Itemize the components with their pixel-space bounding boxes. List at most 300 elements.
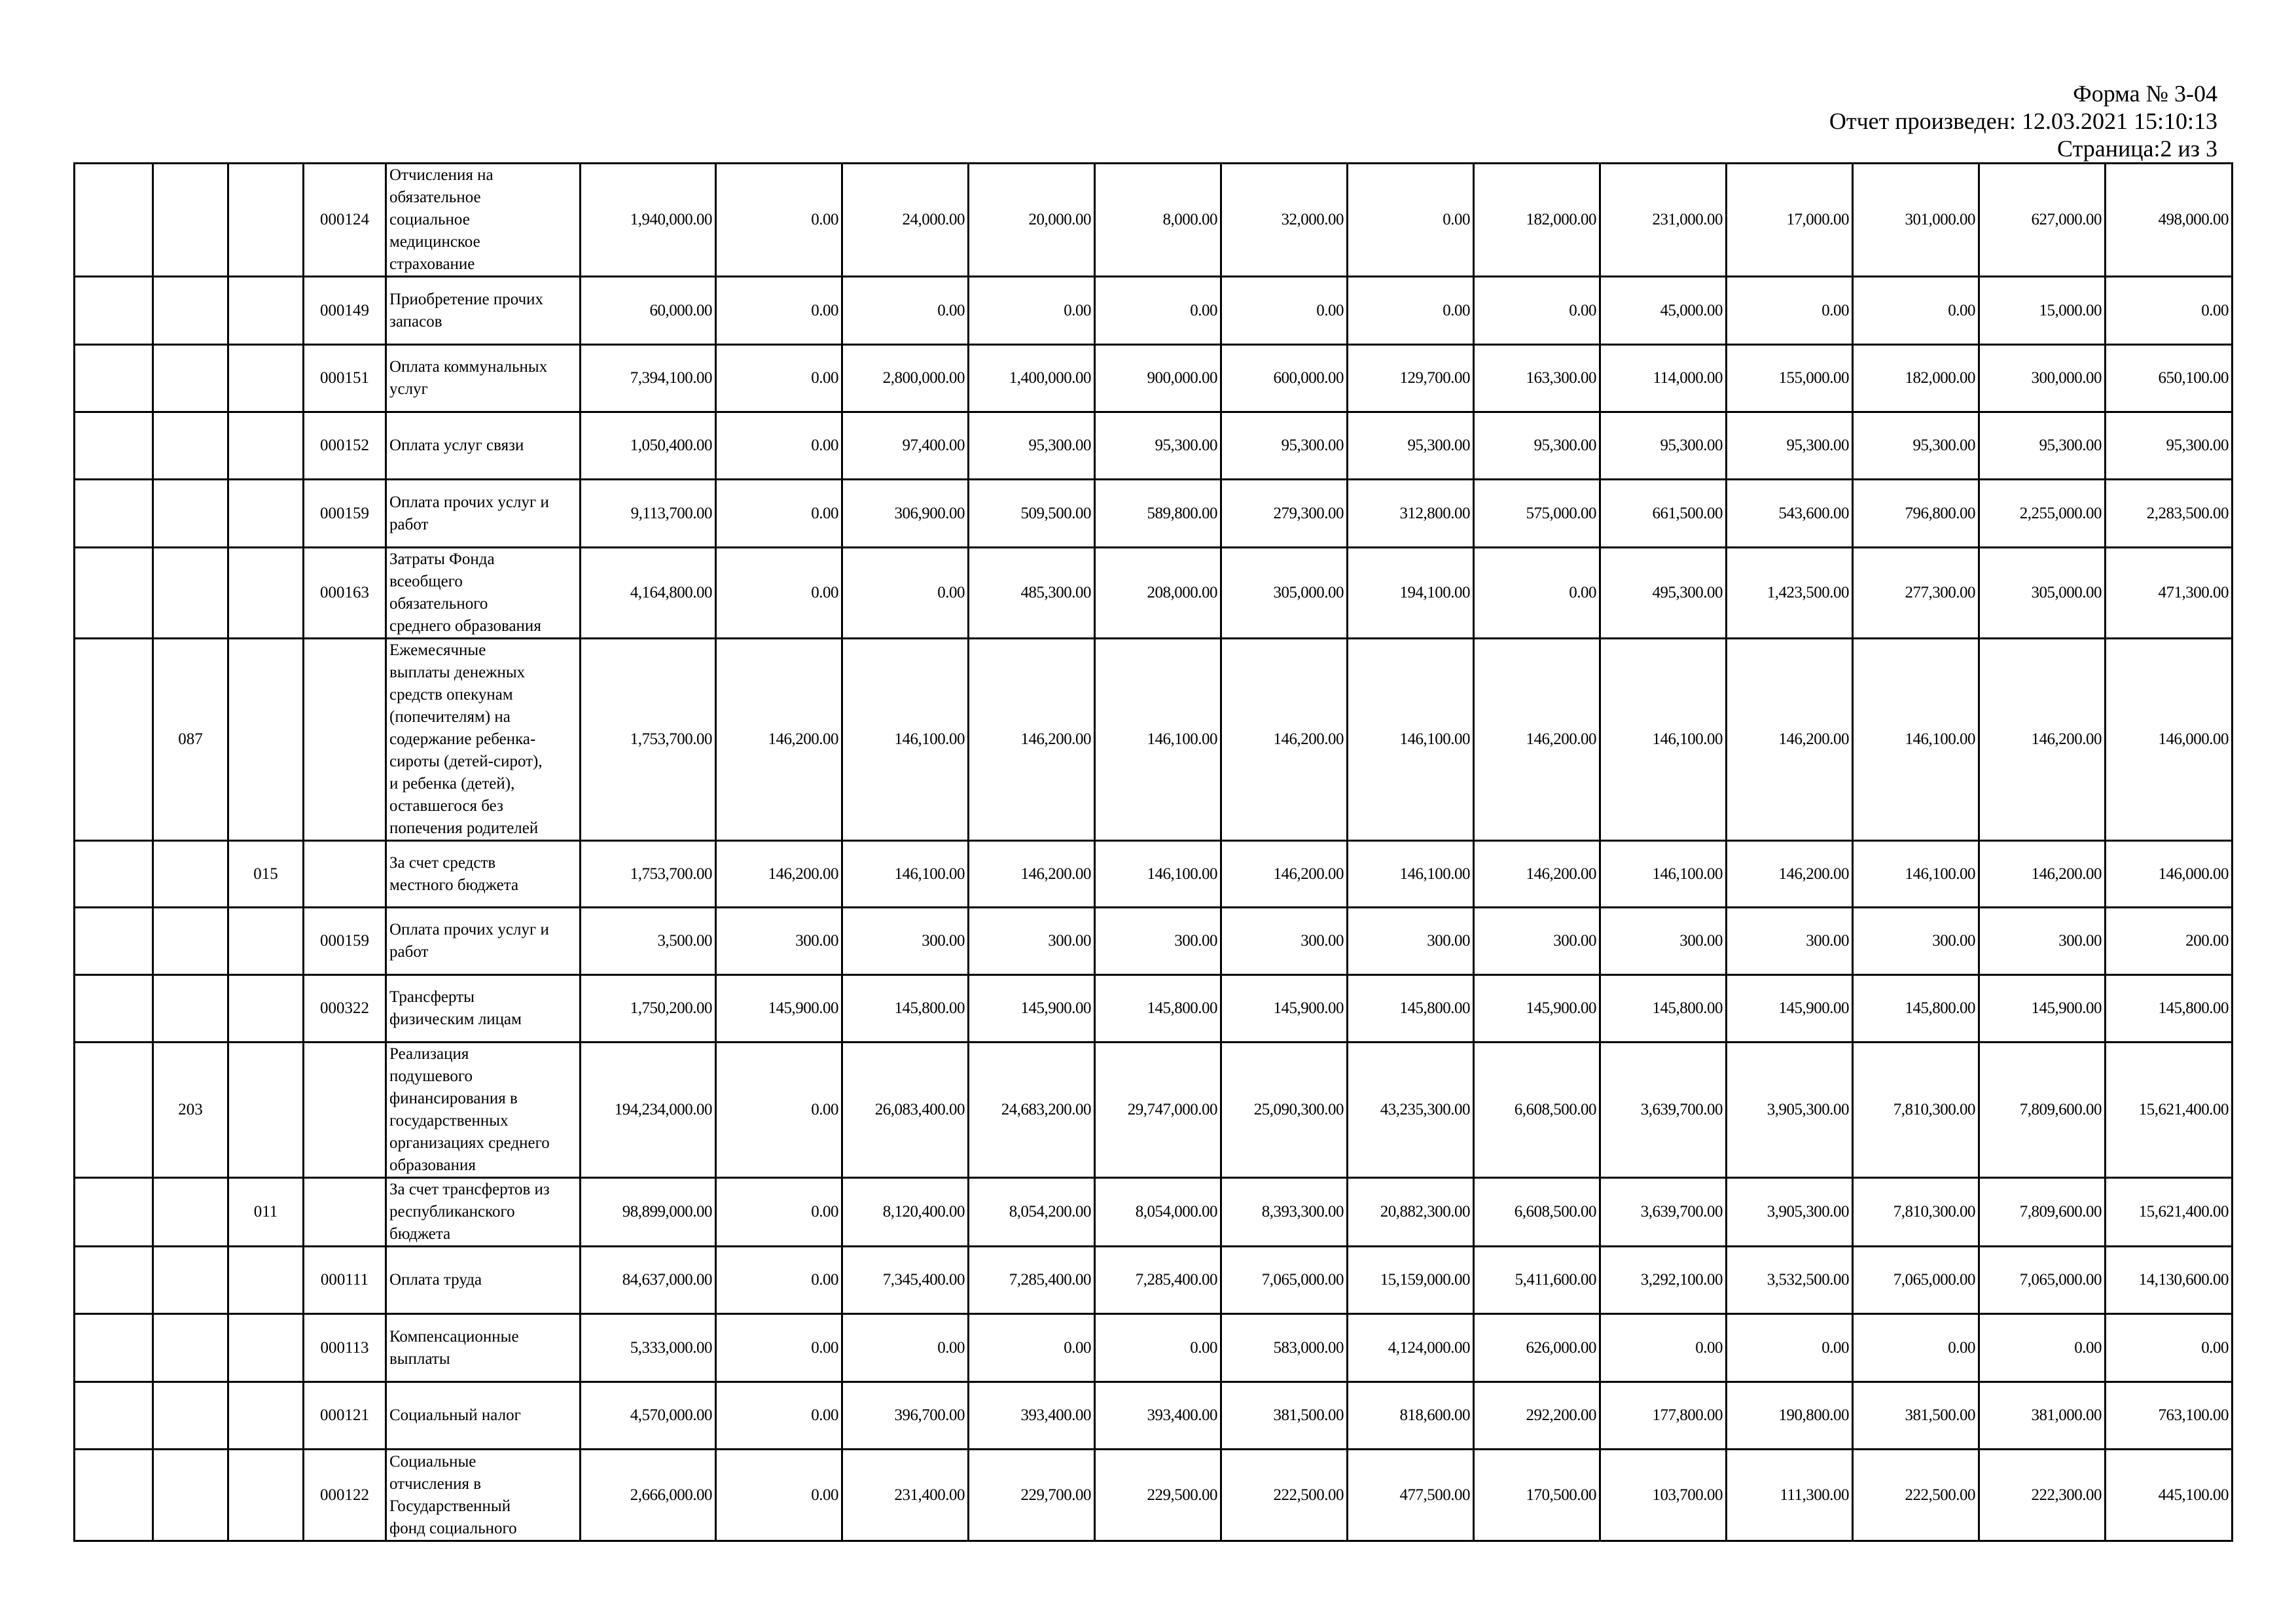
specifics-code-cell: 000149	[304, 277, 386, 345]
month-value-cell: 0.00	[1221, 277, 1348, 345]
month-value-cell: 0.00	[1348, 277, 1474, 345]
item-name-cell: Компенсационные выплаты	[386, 1314, 581, 1382]
specifics-code-cell	[304, 841, 386, 908]
annual-total-cell: 84,637,000.00	[581, 1247, 716, 1314]
month-value-cell: 0.00	[716, 412, 842, 480]
month-value-cell: 145,800.00	[1348, 975, 1474, 1043]
month-value-cell: 146,100.00	[1600, 841, 1727, 908]
month-value-cell: 170,500.00	[1474, 1450, 1600, 1541]
item-name-cell: Трансферты физическим лицам	[386, 975, 581, 1043]
subprogram-code-cell	[228, 975, 304, 1043]
month-value-cell: 7,065,000.00	[1853, 1247, 1979, 1314]
program-code-cell	[153, 412, 228, 480]
specifics-code-cell: 000121	[304, 1382, 386, 1450]
month-value-cell: 146,100.00	[1095, 841, 1221, 908]
annual-total-cell: 1,050,400.00	[581, 412, 716, 480]
month-value-cell: 471,300.00	[2106, 548, 2233, 639]
month-value-cell: 600,000.00	[1221, 345, 1348, 412]
budget-report-table	[73, 162, 2233, 1542]
month-value-cell: 190,800.00	[1727, 1382, 1853, 1450]
item-name-cell: Оплата прочих услуг и работ	[386, 480, 581, 548]
month-value-cell: 182,000.00	[1853, 345, 1979, 412]
month-value-cell: 0.00	[1727, 277, 1853, 345]
month-value-cell: 7,285,400.00	[1095, 1247, 1221, 1314]
month-value-cell: 29,747,000.00	[1095, 1043, 1221, 1178]
month-value-cell: 0.00	[842, 548, 969, 639]
month-value-cell: 4,124,000.00	[1348, 1314, 1474, 1382]
code-level1-cell	[75, 1247, 153, 1314]
month-value-cell: 300.00	[1221, 908, 1348, 975]
annual-total-cell: 98,899,000.00	[581, 1178, 716, 1247]
item-name-cell: Оплата коммунальных услуг	[386, 345, 581, 412]
specifics-code-cell: 000111	[304, 1247, 386, 1314]
month-value-cell: 0.00	[1474, 548, 1600, 639]
month-value-cell: 95,300.00	[1979, 412, 2106, 480]
month-value-cell: 231,000.00	[1600, 164, 1727, 277]
month-value-cell: 312,800.00	[1348, 480, 1474, 548]
program-code-cell	[153, 975, 228, 1043]
report-generated-timestamp: Отчет произведен: 12.03.2021 15:10:13	[1829, 108, 2217, 134]
month-value-cell: 0.00	[842, 1314, 969, 1382]
month-value-cell: 393,400.00	[1095, 1382, 1221, 1450]
month-value-cell: 163,300.00	[1474, 345, 1600, 412]
month-value-cell: 3,639,700.00	[1600, 1043, 1727, 1178]
month-value-cell: 146,100.00	[842, 639, 969, 841]
code-level1-cell	[75, 841, 153, 908]
month-value-cell: 301,000.00	[1853, 164, 1979, 277]
month-value-cell: 0.00	[716, 1382, 842, 1450]
month-value-cell: 95,300.00	[1853, 412, 1979, 480]
subprogram-code-cell	[228, 1314, 304, 1382]
item-name-cell: За счет средств местного бюджета	[386, 841, 581, 908]
month-value-cell: 231,400.00	[842, 1450, 969, 1541]
month-value-cell: 2,283,500.00	[2106, 480, 2233, 548]
month-value-cell: 7,065,000.00	[1979, 1247, 2106, 1314]
month-value-cell: 146,100.00	[1853, 841, 1979, 908]
specifics-code-cell: 000152	[304, 412, 386, 480]
subprogram-code-cell	[228, 908, 304, 975]
month-value-cell: 45,000.00	[1600, 277, 1727, 345]
month-value-cell: 145,900.00	[1727, 975, 1853, 1043]
month-value-cell: 146,100.00	[1348, 639, 1474, 841]
month-value-cell: 208,000.00	[1095, 548, 1221, 639]
month-value-cell: 32,000.00	[1221, 164, 1348, 277]
month-value-cell: 477,500.00	[1348, 1450, 1474, 1541]
program-code-cell	[153, 1178, 228, 1247]
month-value-cell: 129,700.00	[1348, 345, 1474, 412]
code-level1-cell	[75, 345, 153, 412]
month-value-cell: 627,000.00	[1979, 164, 2106, 277]
subprogram-code-cell	[228, 412, 304, 480]
month-value-cell: 0.00	[1600, 1314, 1727, 1382]
month-value-cell: 15,159,000.00	[1348, 1247, 1474, 1314]
month-value-cell: 0.00	[2106, 1314, 2233, 1382]
item-name-cell: Затраты Фонда всеобщего обязательного среднего образования	[386, 548, 581, 639]
month-value-cell: 3,905,300.00	[1727, 1178, 1853, 1247]
month-value-cell: 95,300.00	[1600, 412, 1727, 480]
month-value-cell: 0.00	[1095, 277, 1221, 345]
subprogram-code-cell	[228, 345, 304, 412]
month-value-cell: 155,000.00	[1727, 345, 1853, 412]
month-value-cell: 381,000.00	[1979, 1382, 2106, 1450]
month-value-cell: 0.00	[716, 277, 842, 345]
table-body	[75, 164, 2233, 1541]
month-value-cell: 818,600.00	[1348, 1382, 1474, 1450]
code-level1-cell	[75, 975, 153, 1043]
month-value-cell: 661,500.00	[1600, 480, 1727, 548]
table-row	[75, 412, 2233, 480]
month-value-cell: 24,683,200.00	[969, 1043, 1095, 1178]
month-value-cell: 300.00	[969, 908, 1095, 975]
program-code-cell	[153, 164, 228, 277]
month-value-cell: 5,411,600.00	[1474, 1247, 1600, 1314]
month-value-cell: 15,621,400.00	[2106, 1178, 2233, 1247]
program-code-cell	[153, 1314, 228, 1382]
month-value-cell: 145,900.00	[1979, 975, 2106, 1043]
table-row	[75, 1450, 2233, 1541]
month-value-cell: 145,900.00	[1221, 975, 1348, 1043]
month-value-cell: 0.00	[1853, 1314, 1979, 1382]
month-value-cell: 146,200.00	[1221, 639, 1348, 841]
month-value-cell: 111,300.00	[1727, 1450, 1853, 1541]
specifics-code-cell: 000159	[304, 908, 386, 975]
month-value-cell: 97,400.00	[842, 412, 969, 480]
month-value-cell: 222,300.00	[1979, 1450, 2106, 1541]
month-value-cell: 146,200.00	[1727, 639, 1853, 841]
month-value-cell: 300.00	[1348, 908, 1474, 975]
month-value-cell: 0.00	[716, 480, 842, 548]
item-name-cell: Оплата прочих услуг и работ	[386, 908, 581, 975]
month-value-cell: 8,120,400.00	[842, 1178, 969, 1247]
table-row	[75, 480, 2233, 548]
table-row	[75, 164, 2233, 277]
month-value-cell: 300.00	[1095, 908, 1221, 975]
month-value-cell: 796,800.00	[1853, 480, 1979, 548]
subprogram-code-cell	[228, 1450, 304, 1541]
month-value-cell: 279,300.00	[1221, 480, 1348, 548]
month-value-cell: 24,000.00	[842, 164, 969, 277]
month-value-cell: 498,000.00	[2106, 164, 2233, 277]
program-code-cell	[153, 345, 228, 412]
month-value-cell: 95,300.00	[1727, 412, 1853, 480]
specifics-code-cell	[304, 1178, 386, 1247]
annual-total-cell: 9,113,700.00	[581, 480, 716, 548]
specifics-code-cell: 000122	[304, 1450, 386, 1541]
month-value-cell: 0.00	[1727, 1314, 1853, 1382]
subprogram-code-cell	[228, 548, 304, 639]
month-value-cell: 8,054,000.00	[1095, 1178, 1221, 1247]
program-code-cell	[153, 277, 228, 345]
table-row	[75, 908, 2233, 975]
month-value-cell: 114,000.00	[1600, 345, 1727, 412]
code-level1-cell	[75, 1043, 153, 1178]
month-value-cell: 146,100.00	[1853, 639, 1979, 841]
table-row	[75, 841, 2233, 908]
month-value-cell: 0.00	[716, 1178, 842, 1247]
month-value-cell: 95,300.00	[1095, 412, 1221, 480]
month-value-cell: 3,292,100.00	[1600, 1247, 1727, 1314]
month-value-cell: 763,100.00	[2106, 1382, 2233, 1450]
month-value-cell: 3,905,300.00	[1727, 1043, 1853, 1178]
month-value-cell: 300.00	[1727, 908, 1853, 975]
annual-total-cell: 4,164,800.00	[581, 548, 716, 639]
month-value-cell: 381,500.00	[1221, 1382, 1348, 1450]
month-value-cell: 222,500.00	[1221, 1450, 1348, 1541]
month-value-cell: 146,200.00	[716, 639, 842, 841]
month-value-cell: 7,809,600.00	[1979, 1178, 2106, 1247]
annual-total-cell: 3,500.00	[581, 908, 716, 975]
table-row	[75, 1314, 2233, 1382]
month-value-cell: 0.00	[2106, 277, 2233, 345]
code-level1-cell	[75, 639, 153, 841]
month-value-cell: 15,621,400.00	[2106, 1043, 2233, 1178]
month-value-cell: 146,200.00	[969, 639, 1095, 841]
month-value-cell: 95,300.00	[1474, 412, 1600, 480]
table-row	[75, 975, 2233, 1043]
month-value-cell: 0.00	[716, 1247, 842, 1314]
month-value-cell: 145,900.00	[969, 975, 1095, 1043]
month-value-cell: 300,000.00	[1979, 345, 2106, 412]
table-row	[75, 277, 2233, 345]
table-row	[75, 1382, 2233, 1450]
table-row	[75, 1247, 2233, 1314]
annual-total-cell: 194,234,000.00	[581, 1043, 716, 1178]
month-value-cell: 8,393,300.00	[1221, 1178, 1348, 1247]
month-value-cell: 145,800.00	[842, 975, 969, 1043]
specifics-code-cell: 000113	[304, 1314, 386, 1382]
month-value-cell: 146,200.00	[716, 841, 842, 908]
month-value-cell: 300.00	[716, 908, 842, 975]
month-value-cell: 14,130,600.00	[2106, 1247, 2233, 1314]
month-value-cell: 0.00	[716, 1314, 842, 1382]
form-number: Форма № 3-04	[2073, 80, 2217, 107]
month-value-cell: 292,200.00	[1474, 1382, 1600, 1450]
subprogram-code-cell	[228, 1043, 304, 1178]
month-value-cell: 229,500.00	[1095, 1450, 1221, 1541]
subprogram-code-cell	[228, 1247, 304, 1314]
annual-total-cell: 4,570,000.00	[581, 1382, 716, 1450]
subprogram-code-cell	[228, 480, 304, 548]
month-value-cell: 146,200.00	[1979, 841, 2106, 908]
program-code-cell	[153, 548, 228, 639]
month-value-cell: 145,800.00	[2106, 975, 2233, 1043]
table-row	[75, 1178, 2233, 1247]
annual-total-cell: 1,750,200.00	[581, 975, 716, 1043]
month-value-cell: 146,200.00	[1474, 841, 1600, 908]
month-value-cell: 146,200.00	[1221, 841, 1348, 908]
month-value-cell: 2,800,000.00	[842, 345, 969, 412]
code-level1-cell	[75, 164, 153, 277]
month-value-cell: 7,065,000.00	[1221, 1247, 1348, 1314]
month-value-cell: 6,608,500.00	[1474, 1178, 1600, 1247]
month-value-cell: 95,300.00	[2106, 412, 2233, 480]
month-value-cell: 146,100.00	[842, 841, 969, 908]
month-value-cell: 300.00	[1474, 908, 1600, 975]
annual-total-cell: 60,000.00	[581, 277, 716, 345]
month-value-cell: 15,000.00	[1979, 277, 2106, 345]
month-value-cell: 445,100.00	[2106, 1450, 2233, 1541]
month-value-cell: 0.00	[969, 277, 1095, 345]
month-value-cell: 0.00	[1348, 164, 1474, 277]
month-value-cell: 0.00	[716, 1450, 842, 1541]
month-value-cell: 26,083,400.00	[842, 1043, 969, 1178]
month-value-cell: 146,200.00	[1474, 639, 1600, 841]
month-value-cell: 0.00	[1095, 1314, 1221, 1382]
month-value-cell: 8,000.00	[1095, 164, 1221, 277]
code-level1-cell	[75, 1450, 153, 1541]
annual-total-cell: 1,940,000.00	[581, 164, 716, 277]
month-value-cell: 25,090,300.00	[1221, 1043, 1348, 1178]
item-name-cell: Реализация подушевого финансирования в государственных организациях среднего образования	[386, 1043, 581, 1178]
month-value-cell: 146,200.00	[969, 841, 1095, 908]
month-value-cell: 95,300.00	[1348, 412, 1474, 480]
month-value-cell: 7,810,300.00	[1853, 1178, 1979, 1247]
code-level1-cell	[75, 1314, 153, 1382]
month-value-cell: 650,100.00	[2106, 345, 2233, 412]
month-value-cell: 7,345,400.00	[842, 1247, 969, 1314]
subprogram-code-cell	[228, 639, 304, 841]
month-value-cell: 146,200.00	[1727, 841, 1853, 908]
program-code-cell	[153, 908, 228, 975]
month-value-cell: 7,810,300.00	[1853, 1043, 1979, 1178]
item-name-cell: Оплата труда	[386, 1247, 581, 1314]
month-value-cell: 583,000.00	[1221, 1314, 1348, 1382]
specifics-code-cell: 000322	[304, 975, 386, 1043]
item-name-cell: Отчисления на обязательное социальное медицинское страхование	[386, 164, 581, 277]
month-value-cell: 20,882,300.00	[1348, 1178, 1474, 1247]
month-value-cell: 0.00	[716, 1043, 842, 1178]
code-level1-cell	[75, 908, 153, 975]
month-value-cell: 6,608,500.00	[1474, 1043, 1600, 1178]
month-value-cell: 146,100.00	[1095, 639, 1221, 841]
month-value-cell: 3,532,500.00	[1727, 1247, 1853, 1314]
month-value-cell: 146,100.00	[1600, 639, 1727, 841]
month-value-cell: 95,300.00	[1221, 412, 1348, 480]
item-name-cell: За счет трансфертов из республиканского бюджета	[386, 1178, 581, 1247]
month-value-cell: 145,800.00	[1600, 975, 1727, 1043]
month-value-cell: 146,000.00	[2106, 639, 2233, 841]
item-name-cell: Ежемесячные выплаты денежных средств опекунам (попечителям) на содержание ребенка- сироты (детей-сирот), и ребенка (детей), оставшегося без попечения родителей	[386, 639, 581, 841]
month-value-cell: 222,500.00	[1853, 1450, 1979, 1541]
table-row	[75, 639, 2233, 841]
specifics-code-cell: 000159	[304, 480, 386, 548]
month-value-cell: 145,800.00	[1095, 975, 1221, 1043]
month-value-cell: 1,423,500.00	[1727, 548, 1853, 639]
subprogram-code-cell: 015	[228, 841, 304, 908]
code-level1-cell	[75, 1178, 153, 1247]
page-indicator: Страница:2 из 3	[2057, 135, 2217, 162]
program-code-cell	[153, 1382, 228, 1450]
month-value-cell: 146,100.00	[1348, 841, 1474, 908]
month-value-cell: 7,285,400.00	[969, 1247, 1095, 1314]
code-level1-cell	[75, 1382, 153, 1450]
month-value-cell: 306,900.00	[842, 480, 969, 548]
month-value-cell: 200.00	[2106, 908, 2233, 975]
month-value-cell: 485,300.00	[969, 548, 1095, 639]
annual-total-cell: 5,333,000.00	[581, 1314, 716, 1382]
month-value-cell: 589,800.00	[1095, 480, 1221, 548]
subprogram-code-cell	[228, 1382, 304, 1450]
month-value-cell: 0.00	[969, 1314, 1095, 1382]
program-code-cell	[153, 1450, 228, 1541]
month-value-cell: 0.00	[716, 548, 842, 639]
month-value-cell: 17,000.00	[1727, 164, 1853, 277]
month-value-cell: 7,809,600.00	[1979, 1043, 2106, 1178]
specifics-code-cell	[304, 639, 386, 841]
month-value-cell: 900,000.00	[1095, 345, 1221, 412]
subprogram-code-cell: 011	[228, 1178, 304, 1247]
month-value-cell: 229,700.00	[969, 1450, 1095, 1541]
code-level1-cell	[75, 480, 153, 548]
specifics-code-cell: 000163	[304, 548, 386, 639]
code-level1-cell	[75, 548, 153, 639]
month-value-cell: 0.00	[1853, 277, 1979, 345]
month-value-cell: 393,400.00	[969, 1382, 1095, 1450]
month-value-cell: 300.00	[1979, 908, 2106, 975]
month-value-cell: 2,255,000.00	[1979, 480, 2106, 548]
item-name-cell: Социальный налог	[386, 1382, 581, 1450]
month-value-cell: 20,000.00	[969, 164, 1095, 277]
month-value-cell: 0.00	[842, 277, 969, 345]
month-value-cell: 300.00	[842, 908, 969, 975]
month-value-cell: 103,700.00	[1600, 1450, 1727, 1541]
month-value-cell: 381,500.00	[1853, 1382, 1979, 1450]
month-value-cell: 575,000.00	[1474, 480, 1600, 548]
annual-total-cell: 1,753,700.00	[581, 639, 716, 841]
subprogram-code-cell	[228, 164, 304, 277]
month-value-cell: 0.00	[716, 164, 842, 277]
month-value-cell: 300.00	[1853, 908, 1979, 975]
month-value-cell: 43,235,300.00	[1348, 1043, 1474, 1178]
month-value-cell: 305,000.00	[1979, 548, 2106, 639]
month-value-cell: 145,800.00	[1853, 975, 1979, 1043]
month-value-cell: 146,200.00	[1979, 639, 2106, 841]
table-row	[75, 548, 2233, 639]
program-code-cell	[153, 1247, 228, 1314]
specifics-code-cell: 000151	[304, 345, 386, 412]
month-value-cell: 495,300.00	[1600, 548, 1727, 639]
item-name-cell: Социальные отчисления в Государственный фонд социального	[386, 1450, 581, 1541]
code-level1-cell	[75, 412, 153, 480]
month-value-cell: 95,300.00	[969, 412, 1095, 480]
month-value-cell: 145,900.00	[716, 975, 842, 1043]
month-value-cell: 145,900.00	[1474, 975, 1600, 1043]
month-value-cell: 146,000.00	[2106, 841, 2233, 908]
code-level1-cell	[75, 277, 153, 345]
table-row	[75, 1043, 2233, 1178]
program-code-cell: 203	[153, 1043, 228, 1178]
month-value-cell: 543,600.00	[1727, 480, 1853, 548]
month-value-cell: 305,000.00	[1221, 548, 1348, 639]
month-value-cell: 8,054,200.00	[969, 1178, 1095, 1247]
program-code-cell: 087	[153, 639, 228, 841]
month-value-cell: 0.00	[1474, 277, 1600, 345]
program-code-cell	[153, 841, 228, 908]
month-value-cell: 300.00	[1600, 908, 1727, 975]
specifics-code-cell: 000124	[304, 164, 386, 277]
annual-total-cell: 2,666,000.00	[581, 1450, 716, 1541]
subprogram-code-cell	[228, 277, 304, 345]
month-value-cell: 3,639,700.00	[1600, 1178, 1727, 1247]
annual-total-cell: 1,753,700.00	[581, 841, 716, 908]
month-value-cell: 0.00	[1979, 1314, 2106, 1382]
annual-total-cell: 7,394,100.00	[581, 345, 716, 412]
month-value-cell: 396,700.00	[842, 1382, 969, 1450]
month-value-cell: 182,000.00	[1474, 164, 1600, 277]
month-value-cell: 194,100.00	[1348, 548, 1474, 639]
item-name-cell: Оплата услуг связи	[386, 412, 581, 480]
month-value-cell: 0.00	[716, 345, 842, 412]
